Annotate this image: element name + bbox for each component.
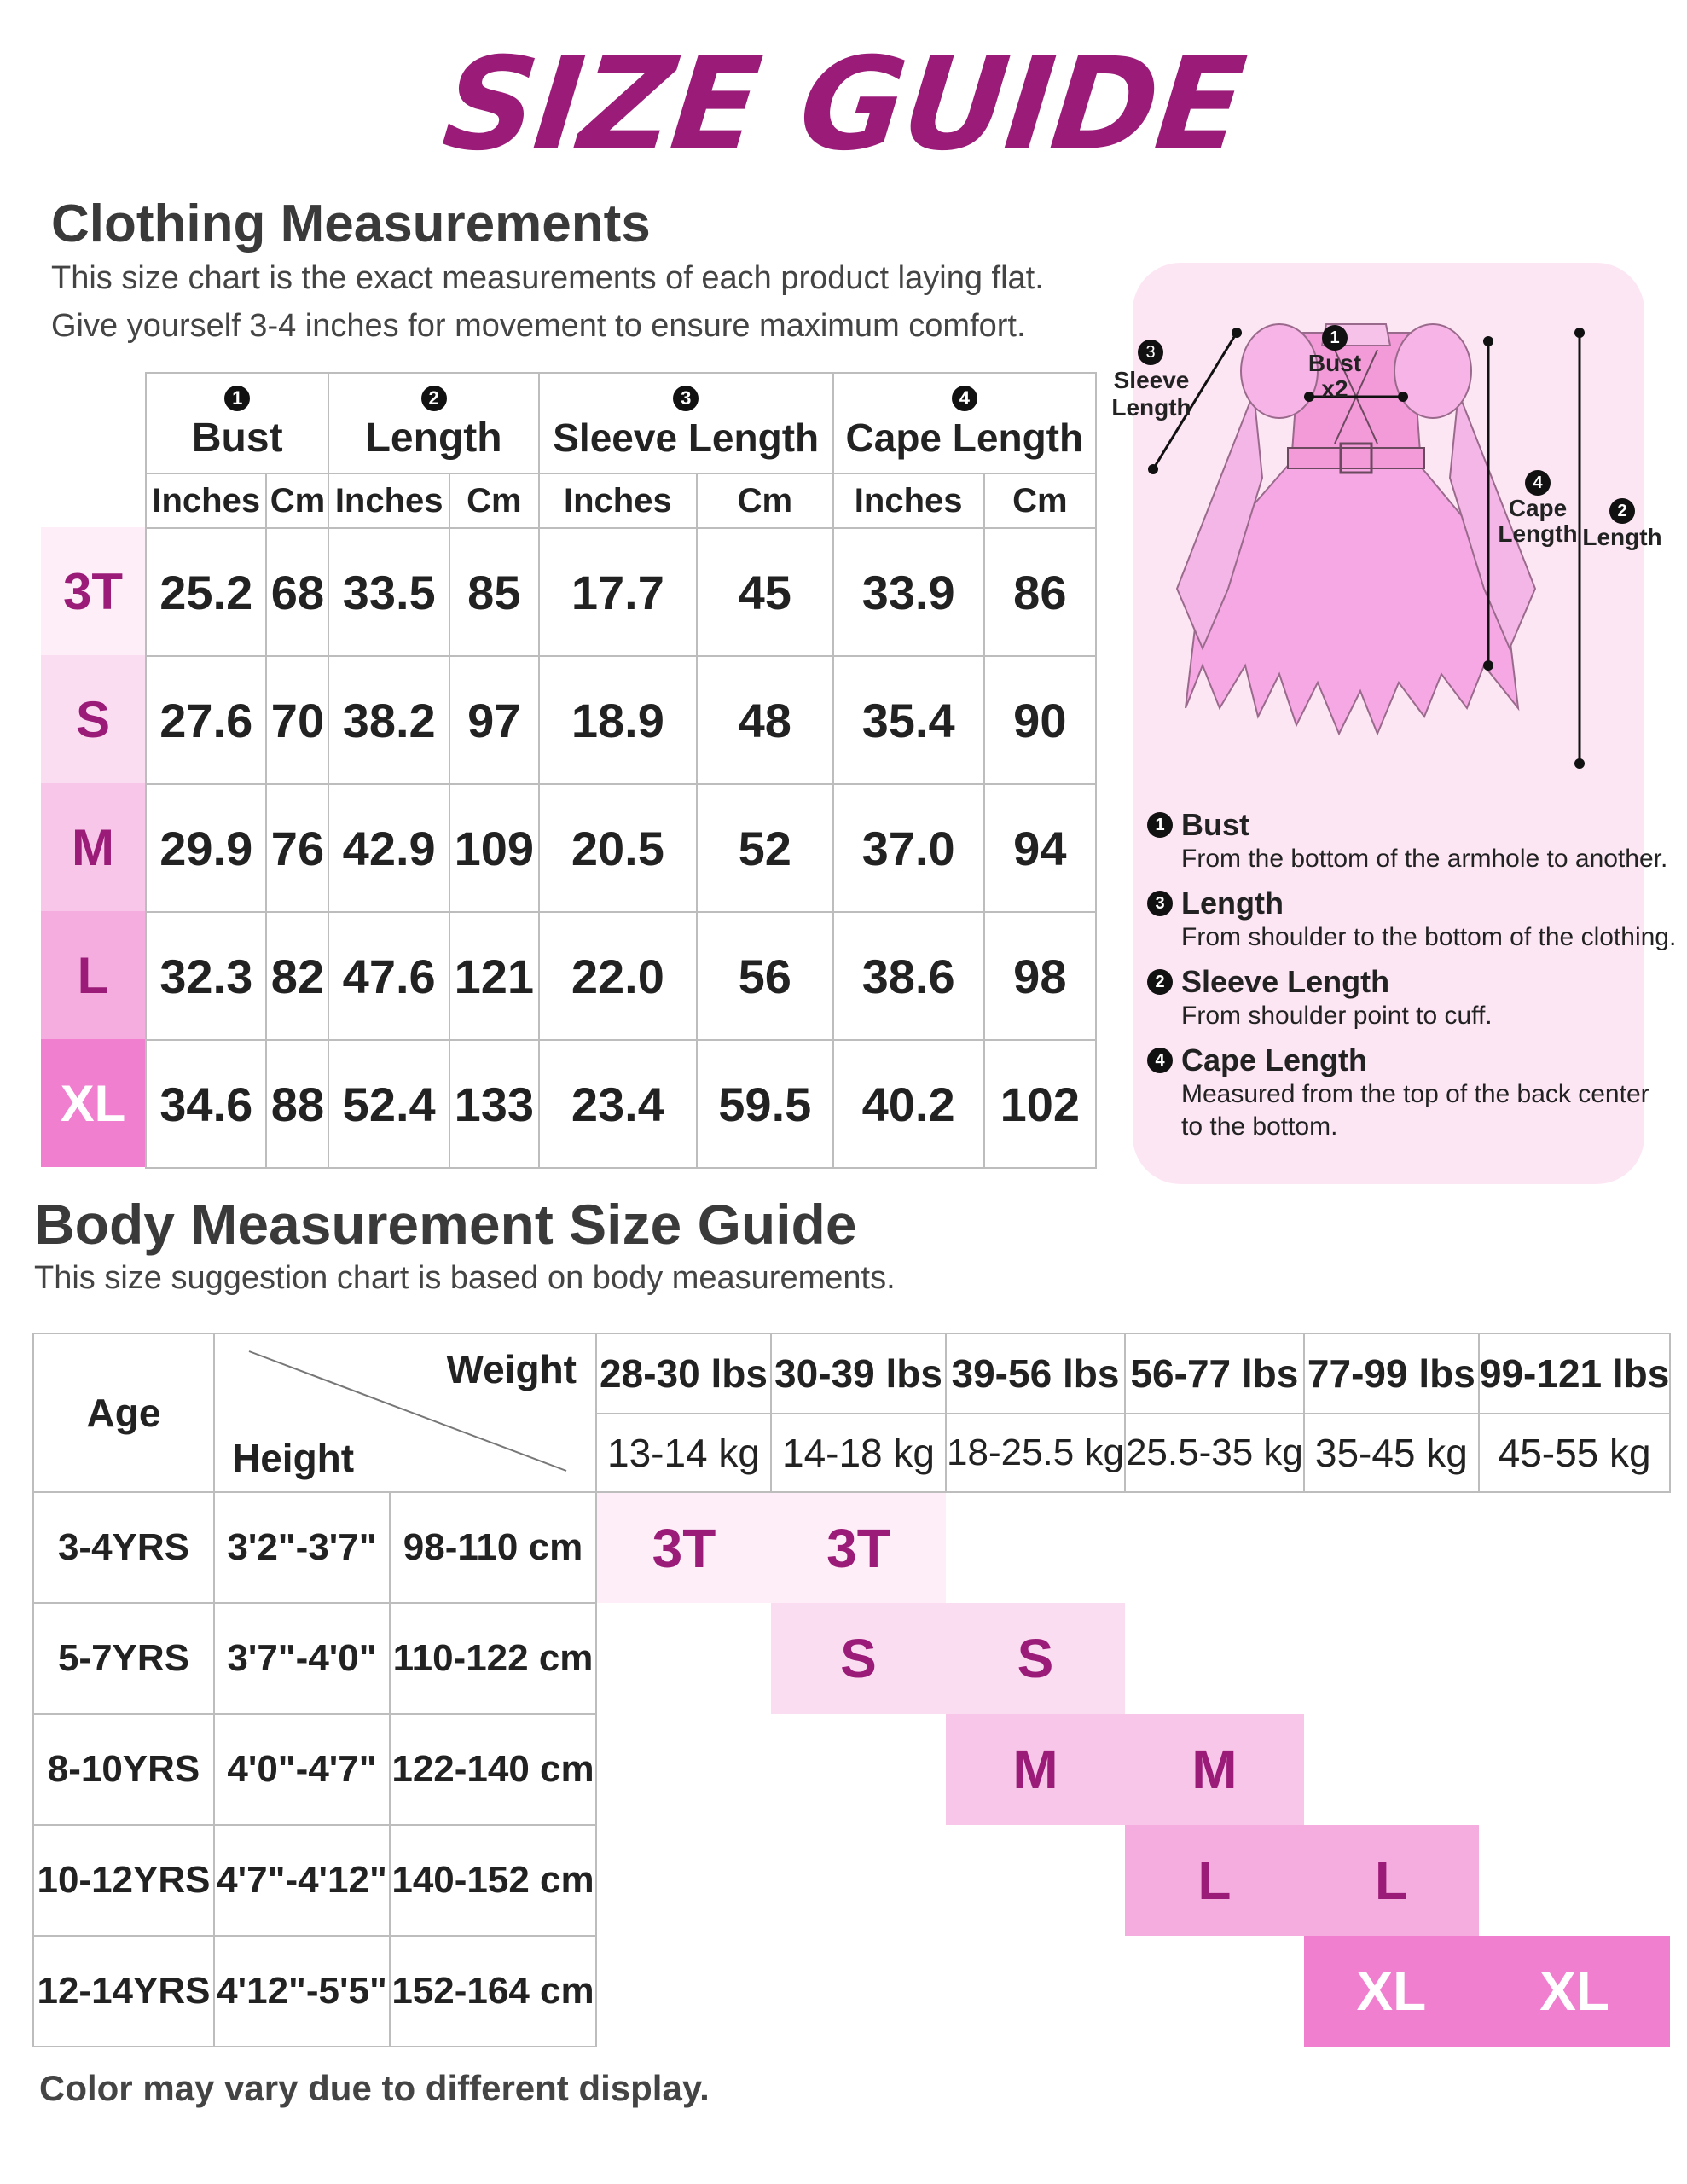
- measurement-cell: 102: [984, 1040, 1096, 1168]
- number-badge-icon: 1: [1147, 812, 1173, 838]
- measurement-cell: 121: [449, 912, 539, 1040]
- measurement-cell: 27.6: [146, 656, 266, 784]
- measurement-cell: 88: [266, 1040, 328, 1168]
- unit-inches: Inches: [146, 473, 266, 528]
- body-desc: This size suggestion chart is based on body measurements.: [34, 1260, 896, 1296]
- height-cm-cell: 110-122 cm: [390, 1603, 596, 1714]
- size-label: XL: [41, 1039, 145, 1167]
- measurement-cell: 70: [266, 656, 328, 784]
- table-row: [146, 912, 1096, 1040]
- height-ft-cell: 3'7"-4'0": [214, 1603, 390, 1714]
- clothing-desc-1: This size chart is the exact measurements of each product laying flat.: [51, 260, 1044, 296]
- body-table: [32, 1333, 1671, 2048]
- table-row: [146, 656, 1096, 784]
- diagram-label-bust: 1 Bust x2: [1305, 322, 1365, 402]
- clothing-desc-2: Give yourself 3-4 inches for movement to ensure maximum comfort.: [51, 308, 1026, 344]
- unit-cm: Cm: [266, 473, 328, 528]
- number-badge-icon: 4: [1147, 1048, 1173, 1073]
- number-badge-icon: 3: [1147, 891, 1173, 916]
- measurement-cell: 29.9: [146, 784, 266, 912]
- recommended-size-cell: S: [946, 1603, 1125, 1714]
- measurement-cell: 25.2: [146, 528, 266, 656]
- unit-inches: Inches: [539, 473, 697, 528]
- measurement-cell: 97: [449, 656, 539, 784]
- number-badge-icon: 4: [952, 386, 977, 411]
- weight-height-header: [214, 1333, 596, 1492]
- measurement-cell: 38.6: [833, 912, 984, 1040]
- measurement-cell: 38.2: [328, 656, 449, 784]
- measurement-cell: 133: [449, 1040, 539, 1168]
- age-cell: 8-10YRS: [33, 1714, 214, 1825]
- empty-cell: [1304, 1492, 1479, 1603]
- measurement-cell: 17.7: [539, 528, 697, 656]
- empty-cell: [771, 1714, 946, 1825]
- recommended-size-cell: XL: [1479, 1936, 1670, 2047]
- diagram-label-sleeve: Sleeve Length: [1111, 367, 1191, 421]
- measurement-cell: 47.6: [328, 912, 449, 1040]
- measurement-cell: 20.5: [539, 784, 697, 912]
- clothing-table: [145, 372, 1097, 1169]
- measurement-cell: 59.5: [697, 1040, 833, 1168]
- weight-kg-5: 45-55 kg: [1479, 1414, 1670, 1492]
- measurement-cell: 35.4: [833, 656, 984, 784]
- table-row: [33, 1603, 1670, 1714]
- age-cell: 10-12YRS: [33, 1825, 214, 1936]
- number-badge-icon: 4: [1525, 470, 1551, 496]
- measurement-cell: 48: [697, 656, 833, 784]
- measurement-cell: 33.9: [833, 528, 984, 656]
- weight-kg-2: 18-25.5 kg: [946, 1414, 1125, 1492]
- unit-cm: Cm: [449, 473, 539, 528]
- table-row: [146, 784, 1096, 912]
- weight-label: Weight: [446, 1347, 577, 1391]
- weight-kg-3: 25.5-35 kg: [1125, 1414, 1304, 1492]
- size-label: S: [41, 655, 145, 783]
- age-header: Age: [33, 1333, 214, 1492]
- table-row: [146, 1040, 1096, 1168]
- number-badge-icon: 2: [1609, 498, 1635, 524]
- empty-cell: [1125, 1936, 1304, 2047]
- height-ft-cell: 3'2"-3'7": [214, 1492, 390, 1603]
- legend-item-sleeve-length: 2 Sleeve Length From shoulder point to cuff.: [1147, 964, 1493, 1032]
- height-cm-cell: 152-164 cm: [390, 1936, 596, 2047]
- measurement-cell: 45: [697, 528, 833, 656]
- size-label: M: [41, 783, 145, 911]
- table-row: [33, 1825, 1670, 1936]
- empty-cell: [596, 1936, 771, 2047]
- empty-cell: [1479, 1492, 1670, 1603]
- height-ft-cell: 4'0"-4'7": [214, 1714, 390, 1825]
- recommended-size-cell: M: [946, 1714, 1125, 1825]
- measurement-cell: 94: [984, 784, 1096, 912]
- measurement-cell: 82: [266, 912, 328, 1040]
- number-badge-icon: 1: [1322, 325, 1348, 351]
- empty-cell: [771, 1825, 946, 1936]
- measurement-cell: 23.4: [539, 1040, 697, 1168]
- number-badge-icon: 2: [1147, 969, 1173, 995]
- col-header-length: 2 Length: [328, 373, 538, 473]
- diagram-label-length: 2 Length: [1580, 495, 1665, 551]
- height-cm-cell: 140-152 cm: [390, 1825, 596, 1936]
- recommended-size-cell: L: [1304, 1825, 1479, 1936]
- number-badge-icon: 2: [421, 386, 447, 411]
- legend-item-bust: 1 Bust From the bottom of the armhole to another.: [1147, 807, 1667, 875]
- height-ft-cell: 4'12"-5'5": [214, 1936, 390, 2047]
- empty-cell: [596, 1603, 771, 1714]
- weight-kg-0: 13-14 kg: [596, 1414, 771, 1492]
- weight-lbs-5: 99-121 lbs: [1479, 1333, 1670, 1414]
- number-badge-icon: 1: [224, 386, 250, 411]
- measurement-cell: 76: [266, 784, 328, 912]
- measurement-cell: 85: [449, 528, 539, 656]
- height-ft-cell: 4'7"-4'12": [214, 1825, 390, 1936]
- recommended-size-cell: L: [1125, 1825, 1304, 1936]
- measurement-cell: 42.9: [328, 784, 449, 912]
- measurement-cell: 52: [697, 784, 833, 912]
- measurement-cell: 22.0: [539, 912, 697, 1040]
- table-row: [33, 1936, 1670, 2047]
- height-label: Height: [232, 1436, 355, 1480]
- recommended-size-cell: 3T: [771, 1492, 946, 1603]
- diagram-label-cape: 4 Cape Length: [1491, 468, 1585, 547]
- age-cell: 12-14YRS: [33, 1936, 214, 2047]
- dress-puff-sleeve: [1394, 324, 1471, 418]
- measurement-cell: 32.3: [146, 912, 266, 1040]
- unit-inches: Inches: [833, 473, 984, 528]
- recommended-size-cell: 3T: [596, 1492, 771, 1603]
- number-badge-icon: 3: [673, 386, 699, 411]
- empty-cell: [946, 1492, 1125, 1603]
- measurement-cell: 68: [266, 528, 328, 656]
- age-cell: 3-4YRS: [33, 1492, 214, 1603]
- measurement-cell: 56: [697, 912, 833, 1040]
- unit-cm: Cm: [984, 473, 1096, 528]
- recommended-size-cell: S: [771, 1603, 946, 1714]
- dress-belt: [1288, 448, 1424, 468]
- empty-cell: [1304, 1714, 1479, 1825]
- table-row: [146, 528, 1096, 656]
- clothing-heading: Clothing Measurements: [51, 195, 651, 253]
- weight-lbs-1: 30-39 lbs: [771, 1333, 946, 1414]
- measurement-cell: 33.5: [328, 528, 449, 656]
- weight-lbs-2: 39-56 lbs: [946, 1333, 1125, 1414]
- empty-cell: [596, 1825, 771, 1936]
- recommended-size-cell: XL: [1304, 1936, 1479, 2047]
- recommended-size-cell: M: [1125, 1714, 1304, 1825]
- empty-cell: [596, 1714, 771, 1825]
- number-badge-icon: 3: [1138, 340, 1163, 365]
- weight-lbs-4: 77-99 lbs: [1304, 1333, 1479, 1414]
- size-label: L: [41, 911, 145, 1039]
- weight-lbs-3: 56-77 lbs: [1125, 1333, 1304, 1414]
- weight-kg-4: 35-45 kg: [1304, 1414, 1479, 1492]
- empty-cell: [771, 1936, 946, 2047]
- table-row: [33, 1714, 1670, 1825]
- empty-cell: [1304, 1603, 1479, 1714]
- weight-lbs-0: 28-30 lbs: [596, 1333, 771, 1414]
- measurement-cell: 18.9: [539, 656, 697, 784]
- measurement-cell: 37.0: [833, 784, 984, 912]
- height-cm-cell: 98-110 cm: [390, 1492, 596, 1603]
- age-cell: 5-7YRS: [33, 1603, 214, 1714]
- col-header-sleeve-length: 3 Sleeve Length: [539, 373, 833, 473]
- color-footnote: Color may vary due to different display.: [39, 2068, 710, 2108]
- unit-cm: Cm: [697, 473, 833, 528]
- body-heading: Body Measurement Size Guide: [34, 1193, 857, 1256]
- empty-cell: [1479, 1603, 1670, 1714]
- unit-inches: Inches: [328, 473, 449, 528]
- col-header-cape-length: 4 Cape Length: [833, 373, 1096, 473]
- measurement-cell: 86: [984, 528, 1096, 656]
- weight-kg-1: 14-18 kg: [771, 1414, 946, 1492]
- size-label: 3T: [41, 527, 145, 655]
- empty-cell: [946, 1825, 1125, 1936]
- page-title: SIZE GUIDE: [437, 31, 1250, 179]
- empty-cell: [1125, 1603, 1304, 1714]
- legend-item-cape-length: 4 Cape Length Measured from the top of the back center to the bottom.: [1147, 1043, 1649, 1143]
- empty-cell: [1125, 1492, 1304, 1603]
- measurement-cell: 109: [449, 784, 539, 912]
- empty-cell: [1479, 1825, 1670, 1936]
- legend-item-length: 3 Length From shoulder to the bottom of the clothing.: [1147, 886, 1676, 954]
- measurement-cell: 40.2: [833, 1040, 984, 1168]
- empty-cell: [1479, 1714, 1670, 1825]
- empty-cell: [946, 1936, 1125, 2047]
- measurement-cell: 90: [984, 656, 1096, 784]
- measurement-cell: 98: [984, 912, 1096, 1040]
- col-header-bust: 1 Bust: [146, 373, 328, 473]
- height-cm-cell: 122-140 cm: [390, 1714, 596, 1825]
- measurement-cell: 52.4: [328, 1040, 449, 1168]
- measurement-cell: 34.6: [146, 1040, 266, 1168]
- table-row: [33, 1492, 1670, 1603]
- diagram-label-sleeve-num: [1138, 340, 1163, 365]
